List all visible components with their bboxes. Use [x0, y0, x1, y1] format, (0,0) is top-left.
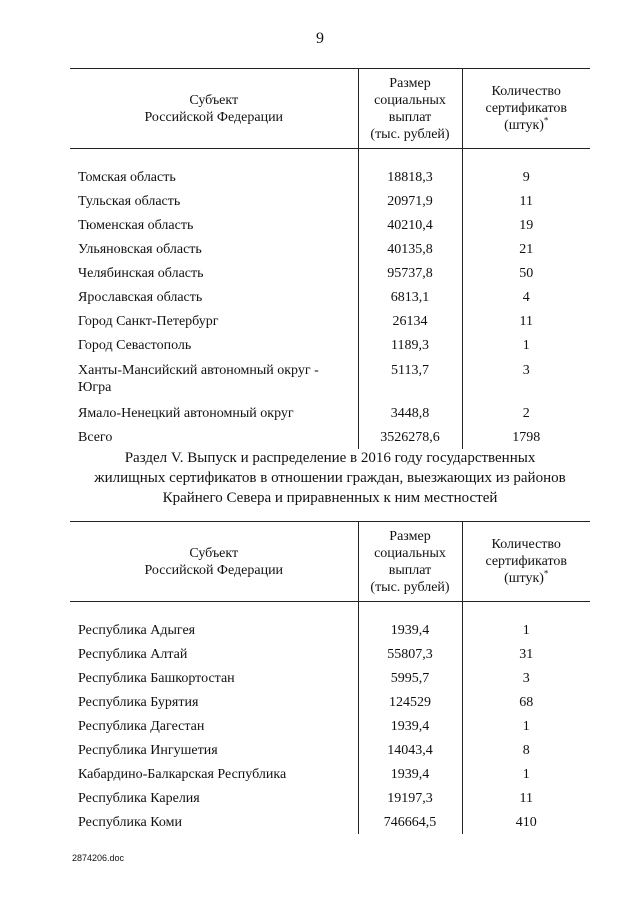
- subject-cell: Ямало-Ненецкий автономный округ: [78, 405, 294, 421]
- payments-cell: 3448,8: [358, 401, 462, 425]
- count-cell: 50: [519, 265, 534, 281]
- count-cell: 11: [519, 313, 533, 329]
- table-row: [70, 810, 590, 834]
- certificates-table-1: [70, 68, 590, 449]
- header-line: Российской Федерации: [144, 562, 284, 578]
- count-cell: 1: [522, 718, 530, 734]
- subject-cell: Ярославская область: [78, 289, 203, 305]
- subject-cell: Город Севастополь: [78, 337, 192, 353]
- count-cell: 19: [519, 217, 534, 233]
- payments-cell: 20971,9: [358, 189, 462, 213]
- table-row: [70, 165, 590, 189]
- payments-cell: 1939,4: [358, 714, 462, 738]
- payments-cell: 1189,3: [358, 333, 462, 357]
- subject-cell: Тульская область: [78, 193, 181, 209]
- table-row: [70, 237, 590, 261]
- payments-cell: 5995,7: [358, 666, 462, 690]
- subject-cell: Республика Карелия: [78, 790, 200, 806]
- count-cell: 1: [522, 337, 530, 353]
- header-line: (тыс. рублей): [370, 579, 450, 595]
- payments-cell: 6813,1: [358, 285, 462, 309]
- header-line: Количество: [491, 537, 561, 552]
- section-heading: [70, 448, 590, 508]
- certificates-table-2: [70, 521, 590, 834]
- count-cell: 31: [519, 646, 534, 662]
- count-cell: 21: [519, 241, 534, 257]
- subject-column-header: [70, 522, 358, 602]
- count-column-header: [462, 69, 590, 149]
- subject-cell: [70, 357, 358, 401]
- table-header-row: [70, 522, 590, 602]
- subject-cell: Челябинская область: [78, 265, 204, 281]
- table-row: [70, 690, 590, 714]
- subject-cell: Республика Бурятия: [78, 694, 199, 710]
- count-cell: [462, 357, 590, 401]
- payments-cell: 95737,8: [358, 261, 462, 285]
- subject-cell: Тюменская область: [78, 217, 194, 233]
- subject-cell: Республика Дагестан: [78, 718, 205, 734]
- count-cell: 4: [522, 289, 530, 305]
- payments-value: 5113,7: [391, 363, 429, 378]
- footnote-marker: *: [543, 115, 549, 126]
- table-row: [70, 357, 590, 401]
- subject-cell: Всего: [78, 429, 113, 445]
- count-cell: 410: [515, 814, 537, 830]
- table-row: [70, 642, 590, 666]
- subject-cell: Республика Ингушетия: [78, 742, 218, 758]
- payments-cell: 124529: [358, 690, 462, 714]
- header-line: Размер: [389, 75, 431, 91]
- table-row: [70, 618, 590, 642]
- table-row: [70, 666, 590, 690]
- table-row: [70, 213, 590, 237]
- payments-cell: 1939,4: [358, 762, 462, 786]
- subject-cell: Томская область: [78, 169, 176, 185]
- count-cell: 3: [522, 670, 530, 686]
- subject-column-header: [70, 69, 358, 149]
- count-cell: 68: [519, 694, 534, 710]
- count-cell: 1: [522, 766, 530, 782]
- heading-line: жилищных сертификатов в отношении граждан, выезжающих из районов: [94, 470, 566, 486]
- payments-cell: 3526278,6: [358, 425, 462, 449]
- subject-line: Югра: [78, 380, 112, 395]
- header-line: Субъект: [189, 545, 239, 561]
- table-row: [70, 714, 590, 738]
- spacer-row: [70, 602, 590, 619]
- payments-cell: 26134: [358, 309, 462, 333]
- table-row: [70, 333, 590, 357]
- heading-line: Крайнего Севера и приравненных к ним местностей: [162, 490, 498, 506]
- payments-cell: 40210,4: [358, 213, 462, 237]
- count-cell: 9: [522, 169, 530, 185]
- count-cell: 8: [522, 742, 530, 758]
- table-row: [70, 786, 590, 810]
- header-line: Субъект: [189, 92, 239, 108]
- subject-cell: Республика Коми: [78, 814, 182, 830]
- payments-cell: [358, 357, 462, 401]
- table-header-row: [70, 69, 590, 149]
- payments-cell: 55807,3: [358, 642, 462, 666]
- subject-cell: Город Санкт-Петербург: [78, 313, 219, 329]
- count-cell: 11: [519, 790, 533, 806]
- table-row: [70, 285, 590, 309]
- subject-cell: Кабардино-Балкарская Республика: [78, 766, 287, 782]
- payments-cell: 40135,8: [358, 237, 462, 261]
- header-line: выплат: [388, 109, 432, 125]
- table-row: [70, 261, 590, 285]
- payments-cell: 746664,5: [358, 810, 462, 834]
- subject-cell: Ульяновская область: [78, 241, 202, 257]
- header-line: (штук): [504, 118, 544, 133]
- table-row: [70, 401, 590, 425]
- document-id: 2874206.doc: [72, 853, 125, 863]
- header-line: (тыс. рублей): [370, 126, 450, 142]
- header-line: (штук): [504, 571, 544, 586]
- heading-line: Раздел V. Выпуск и распределение в 2016 году государственных: [124, 450, 536, 466]
- footnote-marker: *: [543, 568, 549, 579]
- header-line: Размер: [389, 528, 431, 544]
- count-value: 3: [522, 363, 530, 378]
- table-row: [70, 738, 590, 762]
- table-row: [70, 189, 590, 213]
- count-cell: 1: [522, 622, 530, 638]
- subject-cell: Республика Адыгея: [78, 622, 196, 638]
- table-row: [70, 762, 590, 786]
- table-row: [70, 309, 590, 333]
- subject-cell: Республика Башкортостан: [78, 670, 235, 686]
- count-column-header: [462, 522, 590, 602]
- payments-column-header: [358, 69, 462, 149]
- subject-cell: Республика Алтай: [78, 646, 188, 662]
- header-line: социальных: [374, 545, 446, 561]
- header-line: Российской Федерации: [144, 109, 284, 125]
- payments-cell: 18818,3: [358, 165, 462, 189]
- count-cell: 2: [522, 405, 530, 421]
- page-number: 9: [316, 30, 324, 47]
- payments-cell: 19197,3: [358, 786, 462, 810]
- payments-cell: 1939,4: [358, 618, 462, 642]
- count-cell: 1798: [512, 429, 541, 445]
- total-row: [70, 425, 590, 449]
- header-line: сертификатов: [485, 101, 568, 116]
- payments-column-header: [358, 522, 462, 602]
- spacer-row: [70, 149, 590, 166]
- count-cell: 11: [519, 193, 533, 209]
- payments-cell: 14043,4: [358, 738, 462, 762]
- header-line: сертификатов: [485, 554, 568, 569]
- header-line: Количество: [491, 84, 561, 99]
- header-line: социальных: [374, 92, 446, 108]
- header-line: выплат: [388, 562, 432, 578]
- subject-line: Ханты-Мансийский автономный округ -: [78, 363, 319, 378]
